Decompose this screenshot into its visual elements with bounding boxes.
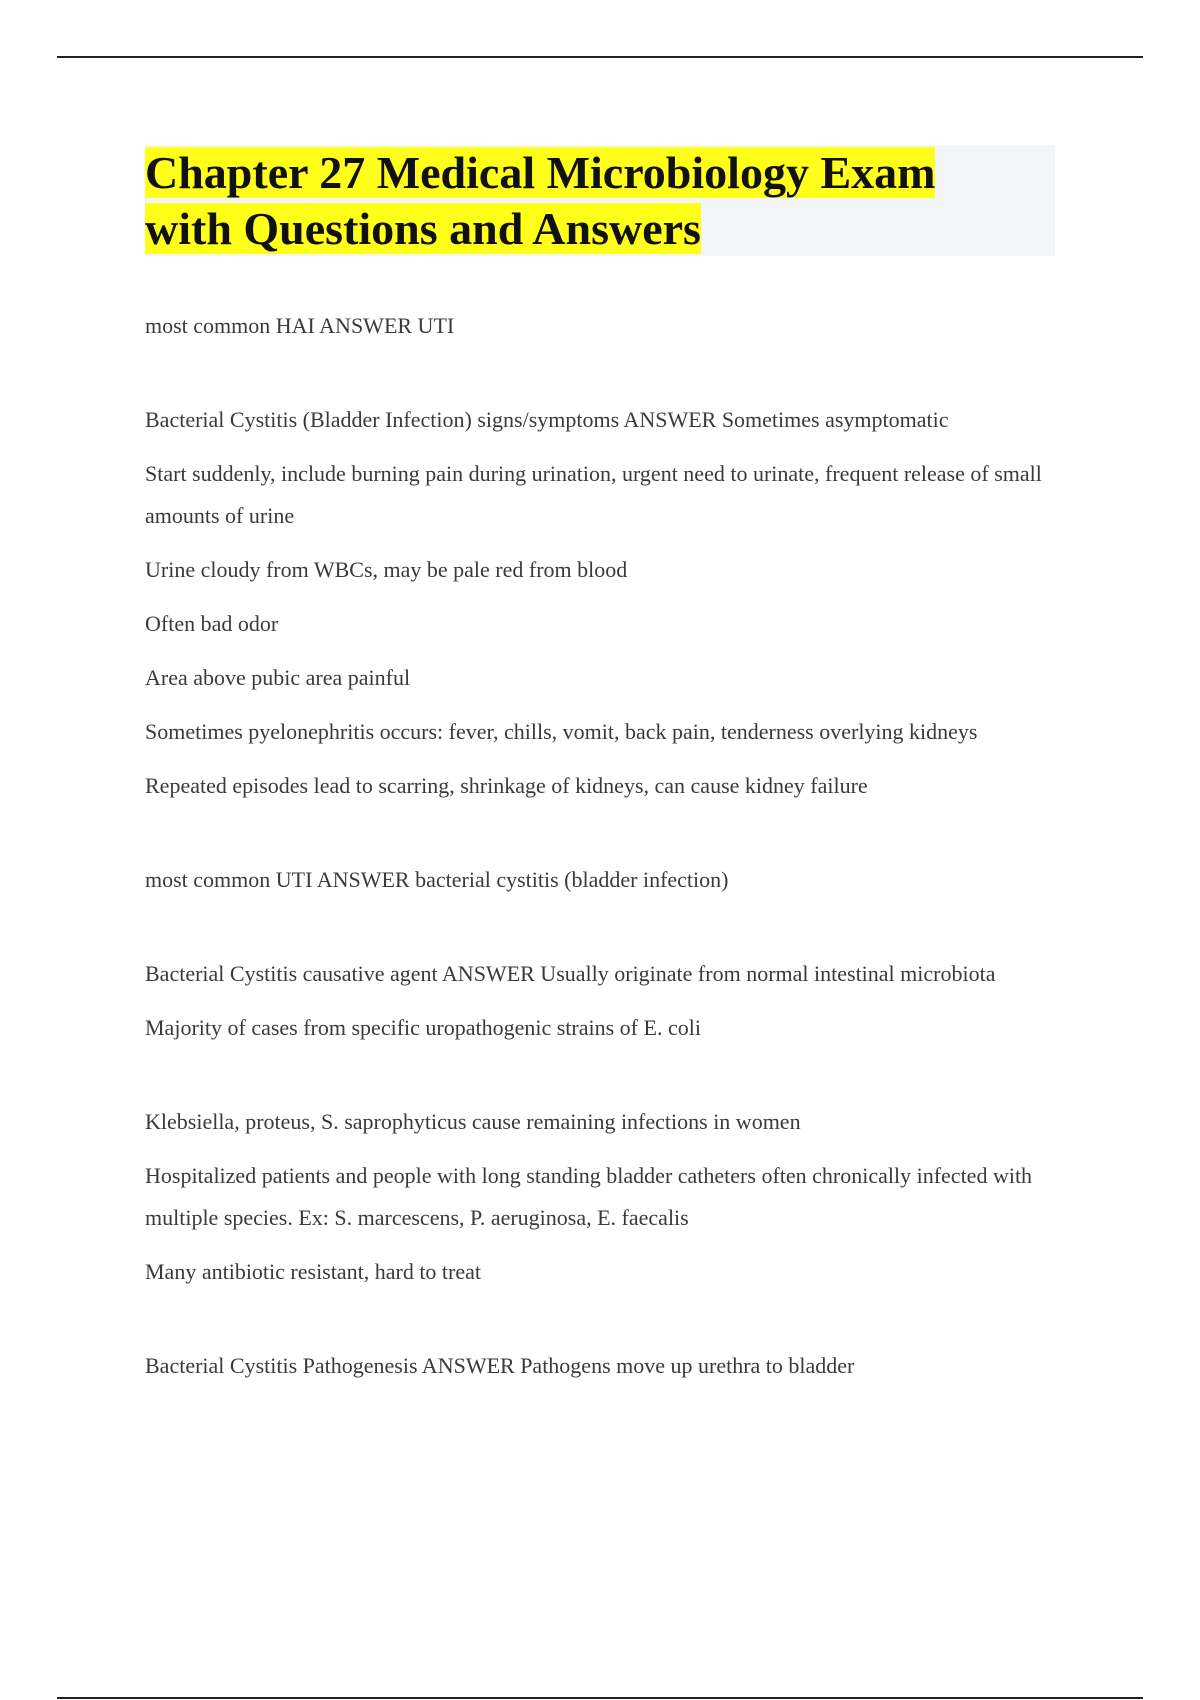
qa-section — [145, 859, 1065, 901]
paragraph: Klebsiella, proteus, S. saprophyticus cause remaining infections in women — [145, 1109, 801, 1134]
document-body — [145, 305, 1065, 1387]
title-line-2: with Questions and Answers — [145, 203, 701, 254]
qa-section — [145, 1345, 1065, 1387]
qa-section — [145, 305, 1065, 347]
paragraph: Majority of cases from specific uropathogenic strains of E. coli — [145, 1015, 701, 1040]
title-block — [145, 145, 1055, 256]
paragraph: Bacterial Cystitis causative agent ANSWER Usually originate from normal intestinal microbiota — [145, 961, 996, 986]
qa-section — [145, 399, 1065, 807]
paragraph: Start suddenly, include burning pain during urination, urgent need to urinate, frequent release of small amounts of urine — [145, 461, 1042, 528]
paragraph: Many antibiotic resistant, hard to treat — [145, 1259, 482, 1284]
title-line-1: Chapter 27 Medical Microbiology Exam — [145, 147, 936, 198]
paragraph: most common HAI ANSWER UTI — [145, 313, 455, 338]
paragraph: Bacterial Cystitis (Bladder Infection) signs/symptoms ANSWER Sometimes asymptomatic — [145, 407, 949, 432]
paragraph: most common UTI ANSWER bacterial cystitis (bladder infection) — [145, 867, 729, 892]
paragraph: Area above pubic area painful — [145, 665, 411, 690]
qa-section — [145, 1101, 1065, 1293]
paragraph: Often bad odor — [145, 611, 279, 636]
paragraph: Repeated episodes lead to scarring, shrinkage of kidneys, can cause kidney failure — [145, 773, 868, 798]
paragraph: Urine cloudy from WBCs, may be pale red from blood — [145, 557, 628, 582]
document-title — [145, 145, 1055, 257]
paragraph: Hospitalized patients and people with long standing bladder catheters often chronically infected with multiple species. Ex: S. marcescens, P. aeruginosa, E. faecalis — [145, 1163, 1033, 1230]
paragraph: Bacterial Cystitis Pathogenesis ANSWER Pathogens move up urethra to bladder — [145, 1353, 855, 1378]
bottom-divider — [57, 1697, 1143, 1699]
top-divider — [57, 56, 1143, 58]
paragraph: Sometimes pyelonephritis occurs: fever, chills, vomit, back pain, tenderness overlying kidneys — [145, 719, 978, 744]
qa-section — [145, 953, 1065, 1049]
